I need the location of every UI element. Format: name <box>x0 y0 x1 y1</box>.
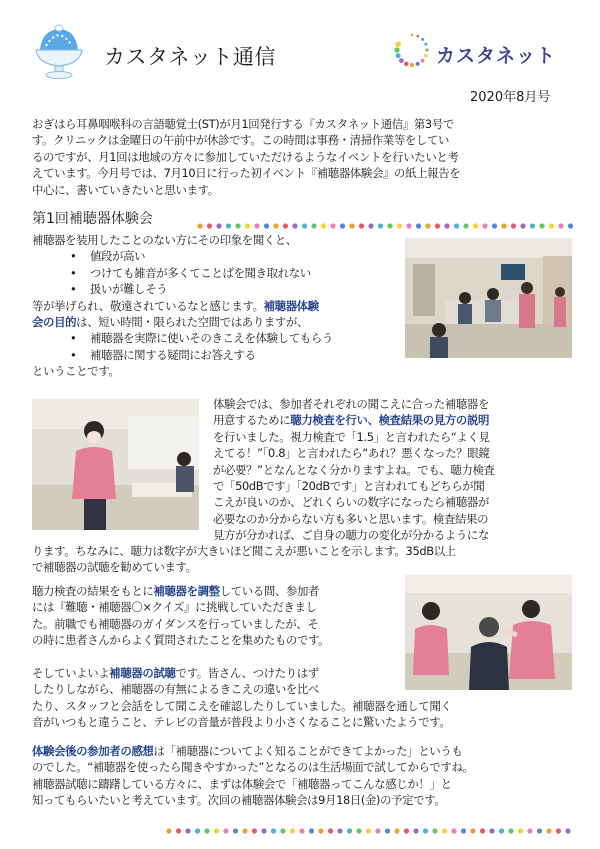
paragraph-line: 体験会では、参加者それぞれの聞こえに合った補聴器を <box>213 397 490 411</box>
divider-dot <box>207 223 212 228</box>
divider-dot <box>328 828 333 833</box>
divider-dot <box>311 223 316 228</box>
divider-dot <box>223 828 228 833</box>
divider-dot <box>302 223 307 228</box>
divider-dot <box>473 223 478 228</box>
seminar-room-photo <box>405 238 572 358</box>
divider-dot <box>290 828 295 833</box>
section-feedback <box>32 743 474 809</box>
paragraph-line: えてる！”「0.8」と言われたら“あれ？悪くなった？眼鏡 <box>213 446 490 461</box>
divider-dot <box>318 828 323 833</box>
divider-dot <box>470 828 475 833</box>
divider-dot <box>185 828 190 833</box>
emphasis-text: 補聴器の試聴 <box>109 666 176 680</box>
divider-dot <box>461 828 466 833</box>
paragraph-line <box>32 743 474 759</box>
paragraph-line <box>32 583 329 599</box>
divider-dot <box>242 828 247 833</box>
divider-dot <box>321 223 326 228</box>
divider-dot <box>216 223 221 228</box>
brand-name: カスタネット <box>436 45 557 67</box>
divider-dot <box>406 223 411 228</box>
paragraph-line <box>213 412 495 428</box>
divider-dot <box>166 828 171 833</box>
paragraph-line: 補聴器試聴に躊躇している方々に、まずは体験会で「補聴器ってこんな感じか！」と <box>32 776 452 791</box>
divider-dot <box>330 223 335 228</box>
divider-dot <box>539 223 544 228</box>
divider-dot <box>195 828 200 833</box>
intro-line: す。クリニックは金曜日の午前中が休診です。この時間は事務・清掃作業等をしてい <box>32 133 450 148</box>
text-span: 用意するために <box>213 413 291 428</box>
paragraph-line: こえが良いのか、どれくらいの数字になったら補聴器が <box>213 495 490 510</box>
paragraph-line: を行いました。視力検査で「1.5」と言われたら“よく見 <box>213 429 490 444</box>
logo-dot <box>399 58 404 63</box>
impressions-summary <box>32 298 333 314</box>
divider-dot <box>565 828 570 833</box>
divider-dot <box>204 828 209 833</box>
divider-dot <box>271 828 276 833</box>
divider-dot <box>387 223 392 228</box>
paragraph-line: 知ってもらいたいと考えています。次回の補聴器体験会は9月18日(金)の予定です。 <box>32 793 446 808</box>
paragraph-line: で補聴器の試聴を勧めています。 <box>32 560 197 575</box>
divider-dot <box>556 828 561 833</box>
text-span: 等が挙げられ、敬遠されているなと感じます。 <box>32 298 264 313</box>
emphasis-text: 体験会後の参加者の感想 <box>32 744 154 758</box>
divider-dot <box>499 828 504 833</box>
logo-dot <box>416 35 419 38</box>
text-span: は「補聴器についてよく知ることができてよかった」というも <box>153 744 463 758</box>
divider-dot <box>451 828 456 833</box>
text-span: している間、参加者 <box>219 584 320 598</box>
text-span: そしていよいよ <box>32 666 110 680</box>
divider-dot <box>435 223 440 228</box>
paragraph-line <box>32 665 452 681</box>
divider-dot <box>245 223 250 228</box>
divider-dot <box>340 223 345 228</box>
divider-dot <box>349 223 354 228</box>
logo-dot <box>410 63 414 67</box>
paragraph-line: た。前職でも補聴器のガイダンスを行っていましたが、そ <box>32 616 319 631</box>
emphasis-text: 補聴器を調整 <box>153 584 220 598</box>
divider-dot <box>347 828 352 833</box>
divider-dot <box>359 223 364 228</box>
divider-dot <box>235 223 240 228</box>
dotted-ring-logo <box>392 30 432 70</box>
text-span: は、短い時間・限られた空間ではありますが、 <box>76 315 309 330</box>
section-title: 第1回補聴器体験会 <box>32 211 153 227</box>
divider-dot <box>489 828 494 833</box>
section-adjustment <box>32 583 329 649</box>
divider-dot <box>394 828 399 833</box>
divider-dot <box>356 828 361 833</box>
divider-dot <box>416 223 421 228</box>
divider-dot <box>264 223 269 228</box>
divider-dot <box>508 828 513 833</box>
emphasis-text: 聴力検査を行い、検査結果の見方の説明 <box>290 413 490 428</box>
divider-dot <box>292 223 297 228</box>
shaved-ice-icon <box>28 20 90 82</box>
divider-dot <box>226 223 231 228</box>
emphasis-text: 補聴器体験 <box>263 298 319 313</box>
divider-dot <box>527 828 532 833</box>
paragraph-line: ります。ちなみに、聴力は数字が大きいほど聞こえが悪いことを示します。35dB以上 <box>32 544 456 558</box>
divider-dot <box>492 223 497 228</box>
logo-dot <box>424 54 428 58</box>
divider-dot <box>366 828 371 833</box>
divider-dot <box>254 223 259 228</box>
list-item: • つけても雑音が多くてことばを聞き取れない <box>32 265 333 281</box>
divider-dot <box>546 828 551 833</box>
divider-dot <box>176 828 181 833</box>
divider-dot <box>214 828 219 833</box>
newsletter-title: カスタネット通信 <box>104 45 276 69</box>
divider-dot <box>252 828 257 833</box>
divider-dot <box>511 223 516 228</box>
section-trial <box>32 665 452 731</box>
section-hearing-test-cont <box>32 543 456 576</box>
text-span: です。皆さん、つけたりはず <box>175 666 319 680</box>
divider-dot <box>520 223 525 228</box>
divider-dot <box>558 223 563 228</box>
intro-line: 中心に、書いていきたいと思います。 <box>32 182 219 197</box>
paragraph-line: 音がいつもと違うこと、テレビの音量が普段より小さくなることに驚いたようです。 <box>32 715 451 730</box>
paragraph-line: 見方が分かれば、ご自身の聴力の変化が分かるようにな <box>213 528 490 543</box>
logo-dot <box>394 47 399 52</box>
paragraph-line: には『難聴・補聴器〇×クイズ』に挑戦していただきまし <box>32 600 317 615</box>
divider-dot <box>309 828 314 833</box>
divider-dot <box>480 828 485 833</box>
divider-dot <box>568 223 573 228</box>
paragraph-line: のでした。“補聴器を使ったら聞きやすかった”となるのは生活場面で試してからですね。 <box>32 760 474 775</box>
divider-dot <box>273 223 278 228</box>
emphasis-text: 会の目的 <box>32 315 77 330</box>
list-item: • 補聴器を実際に使いそのきこえを体験してもらう <box>32 330 333 346</box>
divider-dot <box>368 223 373 228</box>
divider-dot <box>283 223 288 228</box>
purpose-line <box>32 314 333 330</box>
paragraph-line: が必要？”となんとなく分かりますよね。でも、聴力検査 <box>213 462 495 477</box>
list-item: • 値段が高い <box>32 248 333 264</box>
divider-dot <box>518 828 523 833</box>
logo-dot <box>395 41 401 47</box>
logo-dot <box>424 43 427 46</box>
impressions-lead: 補聴器を装用したことのない方にその印象を聞くと、 <box>32 233 297 247</box>
purpose-closing: ということです。 <box>32 364 120 379</box>
paragraph-line: したりしながら、補聴器の有無によるきこえの違いを比べ <box>32 682 320 697</box>
paragraph-line: たり、スタッフと会話をして聞こえを確認したりしていました。補聴器を通して聞く <box>32 698 452 713</box>
divider-dot <box>482 223 487 228</box>
divider-dot <box>442 828 447 833</box>
issue-date: 2020年8月号 <box>470 90 551 105</box>
logo-dot <box>416 62 420 66</box>
logo-dot <box>411 34 413 36</box>
intro-line: おぎはら耳鼻咽喉科の言語聴覚士(ST)が月1回発行する『カスタネット通信』第3号で <box>32 117 454 131</box>
divider-dot <box>432 828 437 833</box>
logo-dot <box>404 62 409 67</box>
divider-dot <box>261 828 266 833</box>
text-span: 聴力検査の結果をもとに <box>32 584 154 598</box>
intro-line: えています。今月号では、7月10日に行った初イベント『補聴器体験会』の紙上報告を <box>32 166 461 181</box>
section-hearing-test <box>213 396 495 544</box>
paragraph-line: の時に患者さんからよく質問されたことを集めたものです。 <box>32 633 330 648</box>
logo-dot <box>396 53 401 58</box>
divider-dot <box>463 223 468 228</box>
divider-dot <box>375 828 380 833</box>
divider-dot <box>299 828 304 833</box>
divider-dot <box>444 223 449 228</box>
logo-dot <box>421 59 425 63</box>
divider-dot <box>378 223 383 228</box>
dot-divider-bottom <box>165 820 575 839</box>
divider-dot <box>397 223 402 228</box>
divider-dot <box>423 828 428 833</box>
divider-dot <box>197 223 202 228</box>
intro-paragraph <box>32 116 460 198</box>
divider-dot <box>233 828 238 833</box>
hearing-test-photo <box>32 399 199 530</box>
logo-dot <box>421 38 424 41</box>
list-item: • 扱いが難しそう <box>32 281 333 297</box>
divider-dot <box>501 223 506 228</box>
divider-dot <box>280 828 285 833</box>
logo-dot <box>425 48 428 51</box>
divider-dot <box>404 828 409 833</box>
divider-dot <box>537 828 542 833</box>
divider-dot <box>549 223 554 228</box>
divider-dot <box>454 223 459 228</box>
divider-dot <box>337 828 342 833</box>
paragraph-line: で「50dBです」「20dBです」と言われてもどちらが聞 <box>213 479 485 494</box>
divider-dot <box>425 223 430 228</box>
list-item: • 補聴器に関する疑問にお答えする <box>32 347 333 363</box>
section-impressions <box>32 232 333 380</box>
paragraph-line: 必要なのか分からない方も多いと思います。検査結果の <box>213 511 489 526</box>
intro-line: るのですが、月1回は地域の方々に参加していただけるようなイベントを行いたいと考 <box>32 149 459 164</box>
divider-dot <box>413 828 418 833</box>
divider-dot <box>530 223 535 228</box>
divider-dot <box>385 828 390 833</box>
